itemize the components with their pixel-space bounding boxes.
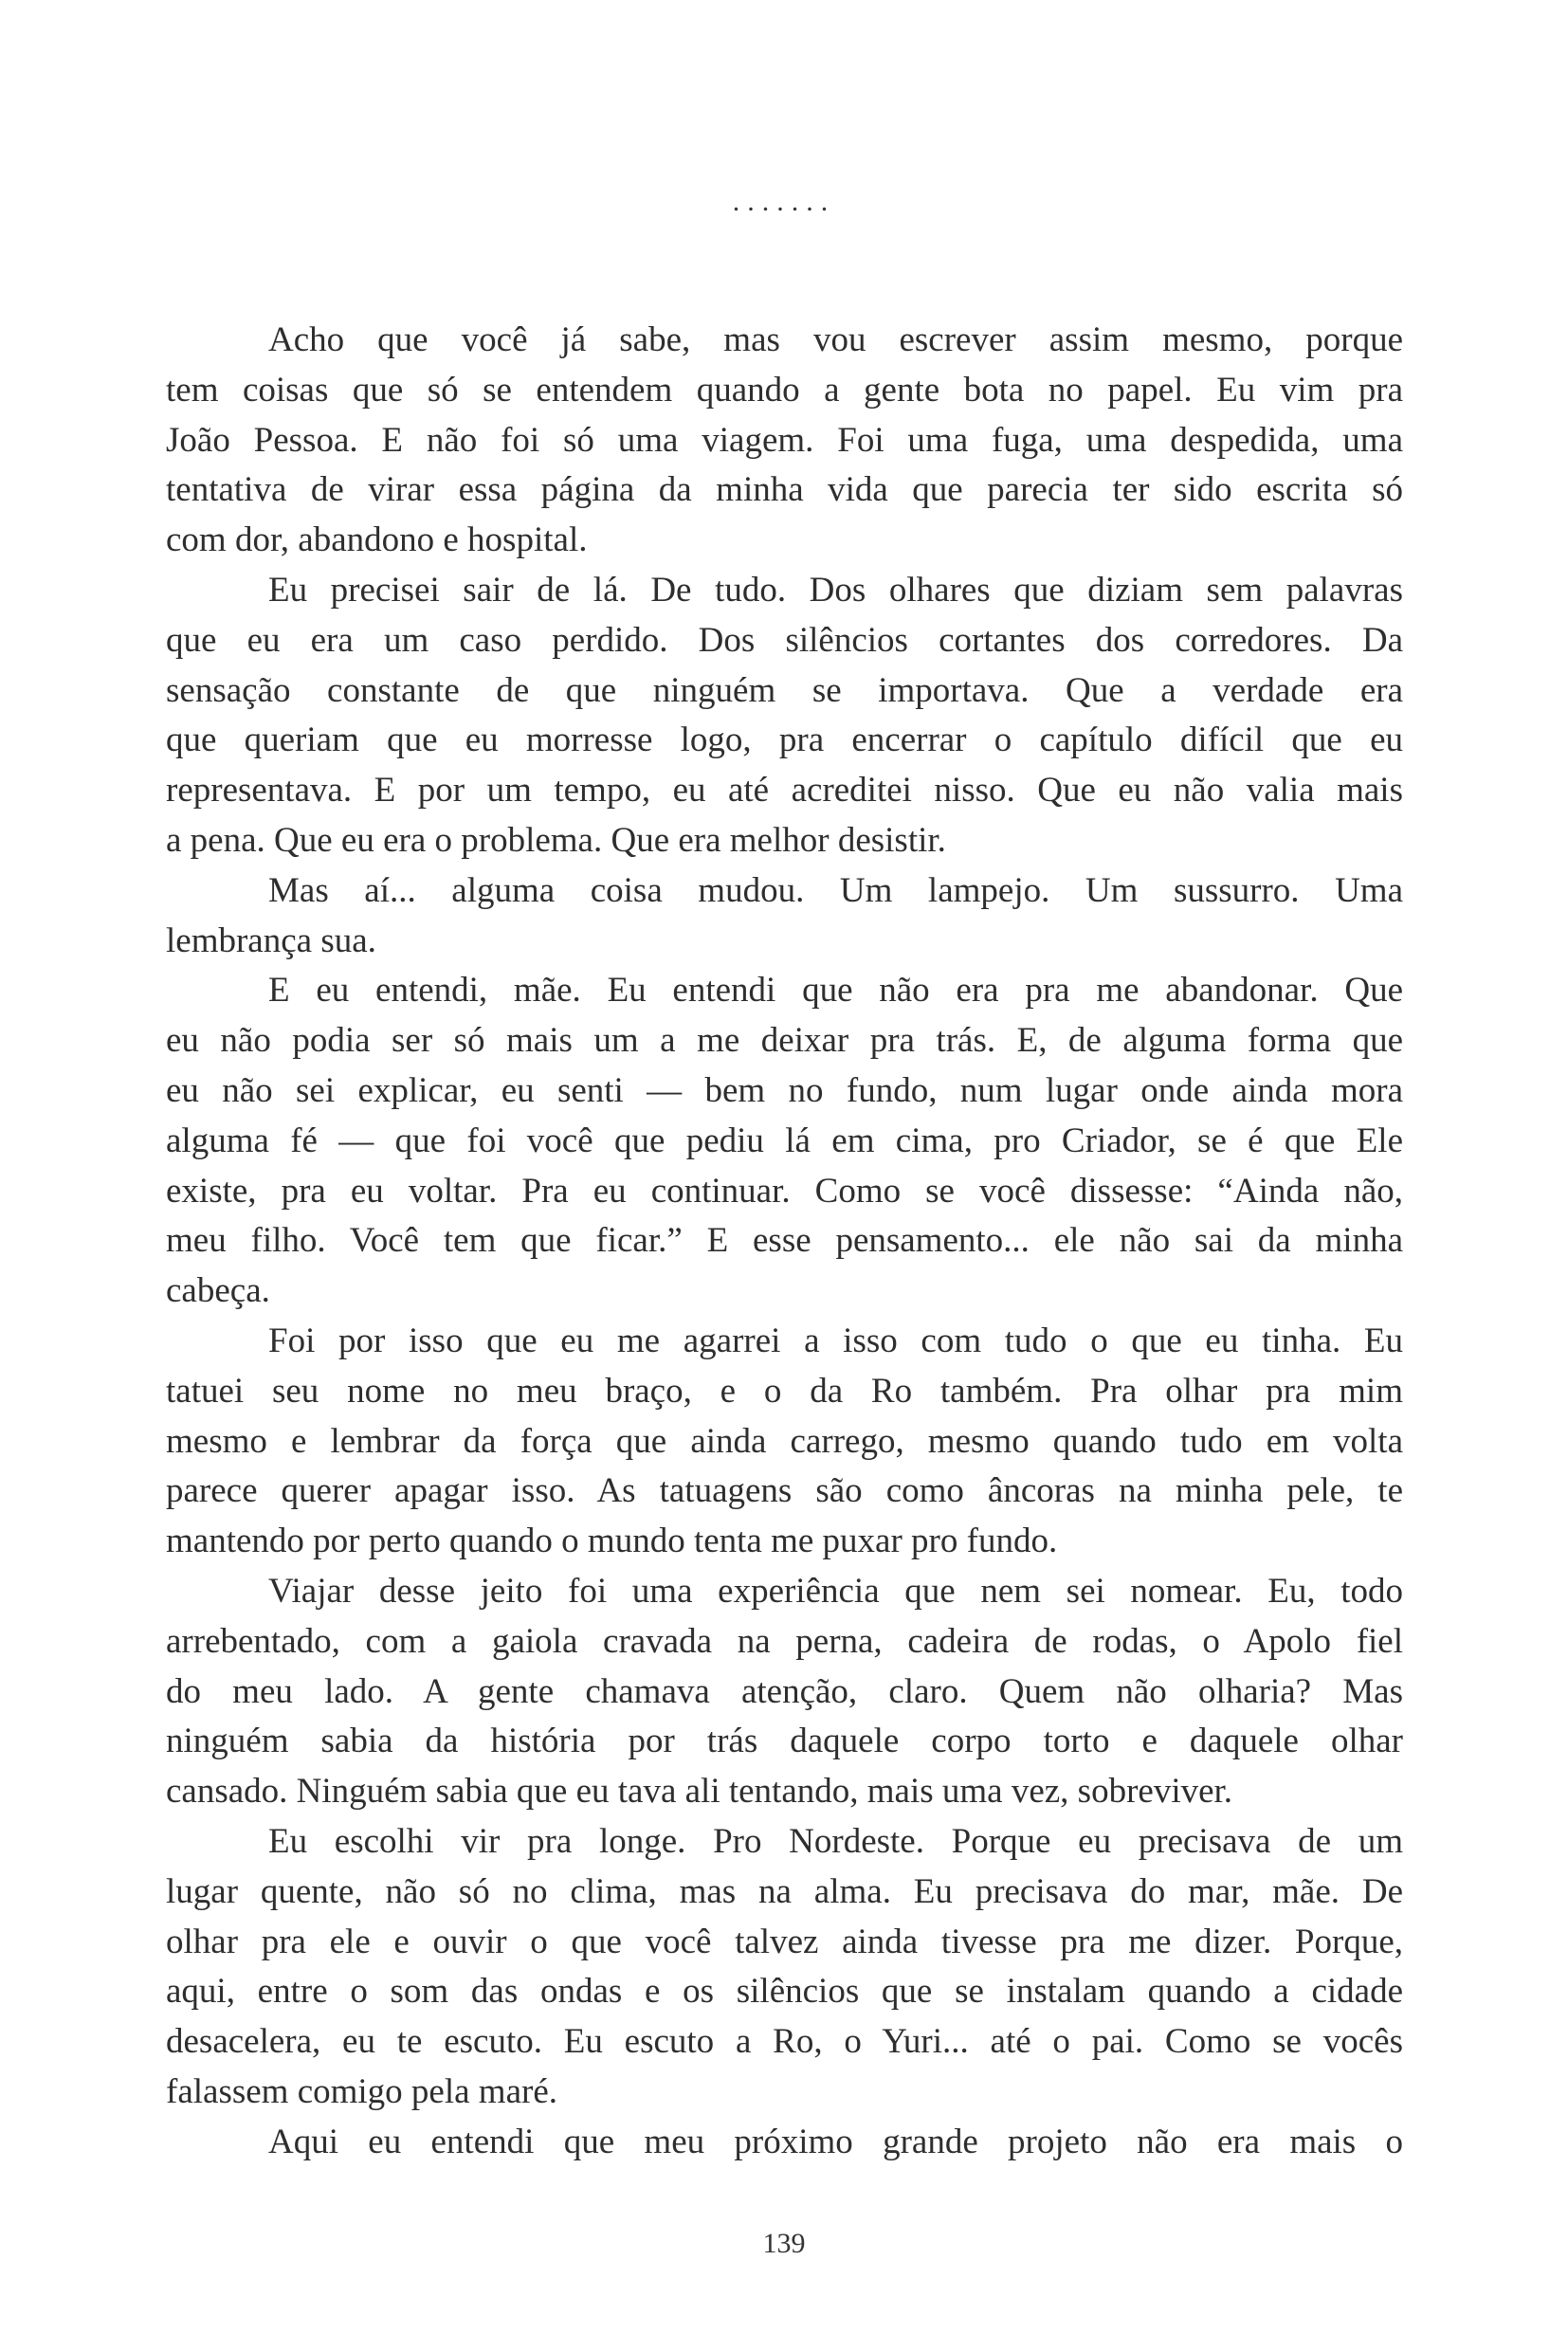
text-line: Foi por isso que eu me agarrei a isso com tudo o que eu tinha. Eu bbox=[268, 1321, 1403, 1360]
text-line: com dor, abandono e hospital. bbox=[166, 520, 588, 560]
body-text bbox=[166, 316, 1403, 2167]
text-line: mantendo por perto quando o mundo tenta me puxar pro fundo. bbox=[166, 1522, 1058, 1561]
text-line: existe, pra eu voltar. Pra eu continuar. Como se você dissesse: “Ainda não, bbox=[166, 1171, 1403, 1211]
text-line: parece querer apagar isso. As tatuagens são como âncoras na minha pele, te bbox=[166, 1471, 1403, 1511]
text-line: a pena. Que eu era o problema. Que era melhor desistir. bbox=[166, 820, 946, 860]
text-line: que queriam que eu morresse logo, pra encerrar o capítulo difícil que eu bbox=[166, 720, 1403, 760]
text-line: cansado. Ninguém sabia que eu tava ali tentando, mais uma vez, sobreviver. bbox=[166, 1772, 1233, 1812]
text-line: tatuei seu nome no meu braço, e o da Ro também. Pra olhar pra mim bbox=[166, 1371, 1403, 1411]
text-line: arrebentado, com a gaiola cravada na perna, cadeira de rodas, o Apolo fiel bbox=[166, 1621, 1403, 1661]
text-line: do meu lado. A gente chamava atenção, claro. Quem não olharia? Mas bbox=[166, 1671, 1403, 1711]
text-line: Acho que você já sabe, mas vou escrever assim mesmo, porque bbox=[268, 320, 1403, 359]
text-line: eu não podia ser só mais um a me deixar pra trás. E, de alguma forma que bbox=[166, 1021, 1403, 1061]
text-line: mesmo e lembrar da força que ainda carrego, mesmo quando tudo em volta bbox=[166, 1421, 1403, 1461]
text-line: E eu entendi, mãe. Eu entendi que não era pra me abandonar. Que bbox=[268, 971, 1403, 1011]
text-line: cabeça. bbox=[166, 1271, 270, 1311]
text-line: tem coisas que só se entendem quando a gente bota no papel. Eu vim pra bbox=[166, 370, 1403, 410]
text-line: lembrança sua. bbox=[166, 920, 376, 960]
text-line: desacelera, eu te escuto. Eu escuto a Ro, o Yuri... até o pai. Como se vocês bbox=[166, 2022, 1403, 2062]
text-line: falassem comigo pela maré. bbox=[166, 2071, 557, 2111]
text-line: Aqui eu entendi que meu próximo grande projeto não era mais o bbox=[268, 2122, 1403, 2161]
page-number: 139 bbox=[762, 2228, 806, 2259]
text-line: tentativa de virar essa página da minha vida que parecia ter sido escrita só bbox=[166, 470, 1403, 510]
text-line: Eu precisei sair de lá. De tudo. Dos olhares que diziam sem palavras bbox=[268, 570, 1403, 610]
text-line: ninguém sabia da história por trás daquele corpo torto e daquele olhar bbox=[166, 1722, 1403, 1761]
text-line: eu não sei explicar, eu senti — bem no fundo, num lugar onde ainda mora bbox=[166, 1070, 1403, 1110]
text-line: meu filho. Você tem que ficar.” E esse pensamento... ele não sai da minha bbox=[166, 1221, 1403, 1261]
text-line: lugar quente, não só no clima, mas na alma. Eu precisava do mar, mãe. De bbox=[166, 1871, 1403, 1911]
text-line: Eu escolhi vir pra longe. Pro Nordeste. Porque eu precisava de um bbox=[268, 1821, 1403, 1861]
text-line: alguma fé — que foi você que pediu lá em cima, pro Criador, se é que Ele bbox=[166, 1121, 1403, 1160]
text-line: Viajar desse jeito foi uma experiência que nem sei nomear. Eu, todo bbox=[268, 1571, 1403, 1611]
text-line: Mas aí... alguma coisa mudou. Um lampejo. Um sussurro. Uma bbox=[268, 870, 1403, 910]
text-line: que eu era um caso perdido. Dos silêncios cortantes dos corredores. Da bbox=[166, 620, 1403, 660]
section-separator: ....... bbox=[732, 186, 836, 217]
text-line: João Pessoa. E não foi só uma viagem. Foi uma fuga, uma despedida, uma bbox=[166, 420, 1403, 460]
text-line: aqui, entre o som das ondas e os silêncios que se instalam quando a cidade bbox=[166, 1972, 1403, 2012]
text-line: representava. E por um tempo, eu até acreditei nisso. Que eu não valia mais bbox=[166, 771, 1403, 811]
text-line: sensação constante de que ninguém se importava. Que a verdade era bbox=[166, 670, 1403, 710]
text-line: olhar pra ele e ouvir o que você talvez ainda tivesse pra me dizer. Porque, bbox=[166, 1922, 1403, 1961]
